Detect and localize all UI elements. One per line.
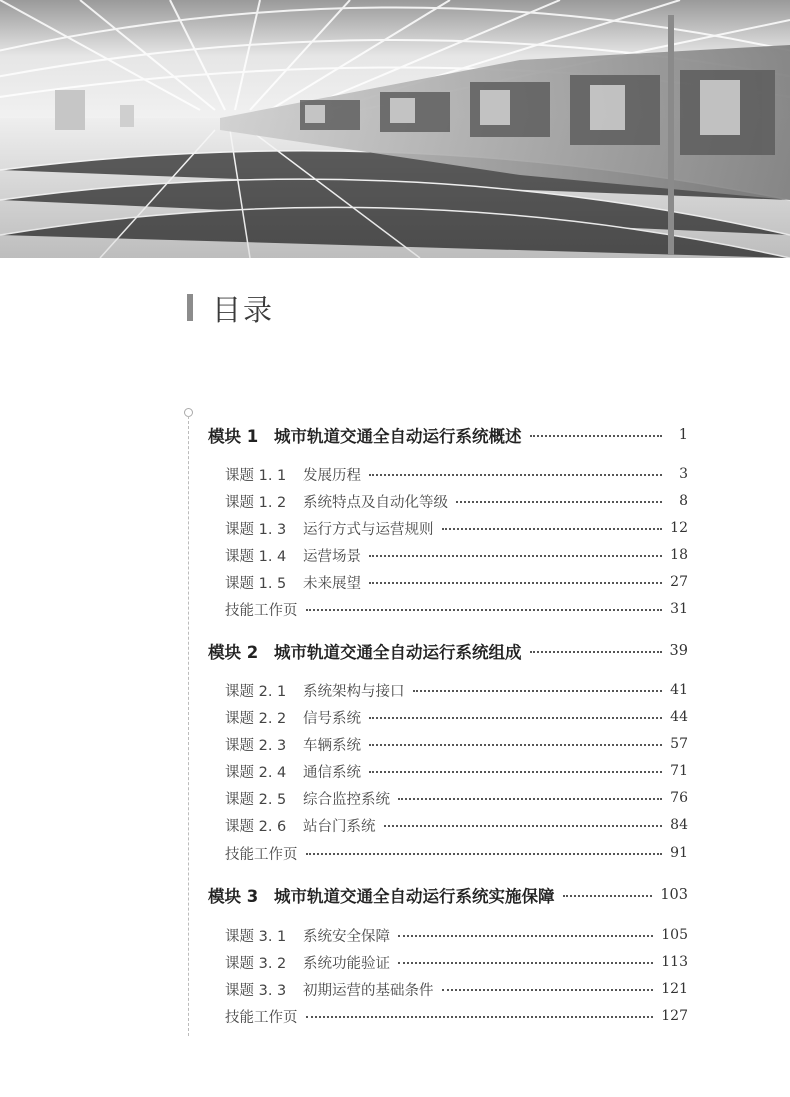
item-title: 系统安全保障 (303, 928, 390, 945)
toc-module-1[interactable] (208, 422, 688, 448)
page-number: 57 (670, 736, 688, 752)
toc-item[interactable] (225, 488, 688, 514)
toc-module-3[interactable] (208, 882, 688, 908)
title-accent-bar (187, 294, 193, 321)
module-number: 模块 1 (208, 427, 259, 446)
toc-item[interactable] (225, 758, 688, 784)
item-title: 运营场景 (303, 548, 361, 565)
item-title: 信号系统 (303, 710, 361, 727)
leader-dots (530, 651, 662, 653)
toc-item[interactable] (225, 704, 688, 730)
item-title: 车辆系统 (303, 737, 361, 754)
leader-dots (369, 555, 662, 557)
page-number: 127 (661, 1008, 688, 1024)
leader-dots (369, 744, 662, 746)
header-photo-train-station (0, 0, 790, 258)
page-number: 103 (660, 887, 688, 903)
toc-module-2[interactable] (208, 638, 688, 664)
toc-item[interactable] (225, 785, 688, 811)
page-number: 113 (661, 954, 688, 970)
item-title: 系统特点及自动化等级 (303, 494, 448, 511)
item-title: 系统架构与接口 (303, 683, 405, 700)
page-number: 91 (670, 845, 688, 861)
page-number: 121 (661, 981, 688, 997)
item-number: 课题 1. 2 (225, 494, 287, 511)
page-number: 18 (670, 547, 688, 563)
item-number: 课题 1. 3 (225, 521, 287, 538)
toc-item[interactable] (225, 569, 688, 595)
page-number: 1 (678, 427, 688, 443)
page-number: 84 (670, 817, 688, 833)
item-title: 通信系统 (303, 764, 361, 781)
leader-dots (384, 825, 663, 827)
leader-dots (306, 609, 663, 611)
item-title: 初期运营的基础条件 (303, 982, 434, 999)
item-number: 课题 2. 3 (225, 737, 287, 754)
page-number: 12 (670, 520, 688, 536)
module-title: 城市轨道交通全自动运行系统组成 (274, 643, 522, 662)
page-number: 105 (661, 927, 688, 943)
page-number: 39 (669, 643, 688, 659)
leader-dots (456, 501, 662, 503)
item-number: 课题 2. 5 (225, 791, 287, 808)
toc-item[interactable] (225, 596, 688, 622)
leader-dots (369, 582, 662, 584)
toc-item[interactable] (225, 461, 688, 487)
toc-item[interactable] (225, 949, 688, 975)
item-title: 站台门系统 (303, 818, 376, 835)
toc-item[interactable] (225, 1003, 688, 1029)
toc-item[interactable] (225, 677, 688, 703)
page-title: 目录 (212, 293, 275, 327)
toc-item[interactable] (225, 840, 688, 866)
module-title: 城市轨道交通全自动运行系统概述 (274, 427, 522, 446)
toc-item[interactable] (225, 731, 688, 757)
page-number: 44 (670, 709, 688, 725)
item-title: 未来展望 (303, 575, 361, 592)
item-number: 课题 3. 3 (225, 982, 287, 999)
leader-dots (306, 1016, 654, 1018)
module-number: 模块 3 (208, 887, 259, 906)
toc-item[interactable] (225, 812, 688, 838)
item-number: 课题 2. 2 (225, 710, 287, 727)
leader-dots (563, 895, 653, 897)
timeline-line (188, 416, 189, 1036)
leader-dots (398, 935, 653, 937)
page-number: 3 (679, 466, 688, 482)
page-number: 27 (670, 574, 688, 590)
page-number: 76 (670, 790, 688, 806)
item-number: 课题 3. 2 (225, 955, 287, 972)
page-number: 71 (670, 763, 688, 779)
item-number: 课题 2. 4 (225, 764, 287, 781)
leader-dots (306, 853, 663, 855)
page-number: 31 (670, 601, 688, 617)
item-title: 运行方式与运营规则 (303, 521, 434, 538)
leader-dots (398, 962, 653, 964)
toc-item[interactable] (225, 922, 688, 948)
toc-item[interactable] (225, 542, 688, 568)
item-title: 综合监控系统 (303, 791, 390, 808)
toc-item[interactable] (225, 515, 688, 541)
module-number: 模块 2 (208, 643, 259, 662)
item-number: 课题 1. 4 (225, 548, 287, 565)
item-number: 课题 1. 1 (225, 467, 287, 484)
leader-dots (369, 717, 662, 719)
item-title: 发展历程 (303, 467, 361, 484)
page-number: 8 (679, 493, 688, 509)
item-title: 技能工作页 (225, 1009, 298, 1026)
leader-dots (442, 989, 654, 991)
item-title: 技能工作页 (225, 602, 298, 619)
leader-dots (442, 528, 663, 530)
item-number: 课题 2. 6 (225, 818, 287, 835)
item-number: 课题 3. 1 (225, 928, 287, 945)
item-number: 课题 1. 5 (225, 575, 287, 592)
module-title: 城市轨道交通全自动运行系统实施保障 (274, 887, 555, 906)
item-number: 课题 2. 1 (225, 683, 287, 700)
leader-dots (369, 771, 662, 773)
leader-dots (530, 435, 663, 437)
page-number: 41 (670, 682, 688, 698)
leader-dots (369, 474, 662, 476)
item-title: 系统功能验证 (303, 955, 390, 972)
leader-dots (413, 690, 663, 692)
leader-dots (398, 798, 662, 800)
item-title: 技能工作页 (225, 846, 298, 863)
toc-item[interactable] (225, 976, 688, 1002)
